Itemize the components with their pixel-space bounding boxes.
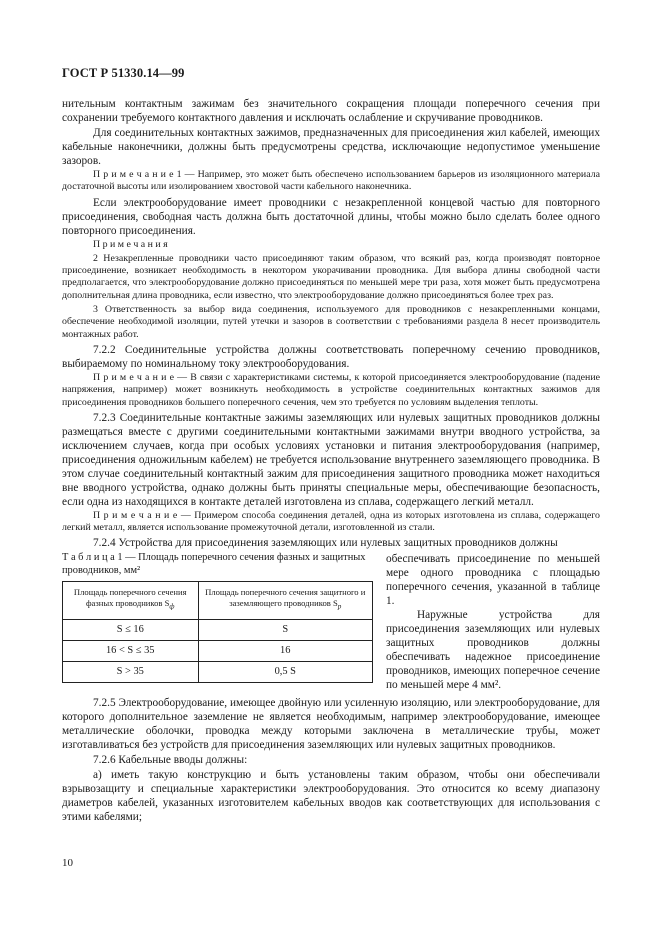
clause-7-2-5: 7.2.5 Электрооборудование, имеющее двойную или усиленную изоляцию, или электрооборудование, для которого дополнительное заземление не является необходимым, например электрооборудование, имеющее металлические оболочки, проводка между которыми заключена в металлические трубы, может изготавливаться без устройств для присоединения заземляющих или нулевых защитных проводников. <box>62 697 600 752</box>
paragraph: Для соединительных контактных зажимов, предназначенных для присоединения жил кабелей, имеющих кабельные наконечники, должны быть предусмотрены средства, исключающие недопустимое уменьшение зазоров. <box>62 127 600 167</box>
table-cell: S > 35 <box>63 662 199 683</box>
table-header-protective: Площадь поперечного сечения защитного и заземляющего проводников $S_p$ <box>198 582 373 620</box>
cross-section-table <box>62 581 373 683</box>
note-1 <box>62 169 600 194</box>
paragraph: Наружные устройства для присоединения заземляющих или нулевых защитных проводников должны обеспечивать надежное присоединение проводников, имеющих поперечное сечение по меньшей мере 4 мм². <box>386 609 600 692</box>
notes-heading: П р и м е ч а н и я <box>93 238 168 250</box>
table-header-row <box>63 582 373 620</box>
paragraph-continuation: нительным контактным зажимам без значительного сокращения площади поперечного сечения при сохранении требуемого контактного давления и исключать ослабление и скручивание проводников. <box>62 98 600 124</box>
paragraph: обеспечивать присоединение по меньшей мере одного проводника с площадью поперечного сечения, указанной в таблице 1. <box>386 553 600 608</box>
table-cell: 0,5 S <box>198 662 373 683</box>
note-2: 2 Незакрепленные проводники часто присоединяют таким образом, что всякий раз, когда производят повторное присоединение, возникает необходимость в некотором укорачивании проводника. Для выбора длины свободной части предполагается, что электрооборудование должно присоединяться по меньшей мере три раза, хотя может быть предусмотрена дополнительная длина проводника, если известно, что электрооборудование должно присоединяться более трех раз. <box>62 252 600 301</box>
clause-7-2-6: 7.2.6 Кабельные вводы должны: <box>93 754 248 767</box>
table-caption-label: Т а б л и ц а 1 <box>62 552 123 564</box>
side-text <box>386 552 600 692</box>
table-cell: 16 < S ≤ 35 <box>63 641 199 662</box>
note-text: — Например, это может быть обеспечено использованием барьеров из изоляционного материала достаточной высоты или изолированием хвостовой части кабельного наконечника. <box>62 169 600 193</box>
clause-7-2-4: 7.2.4 Устройства для присоединения заземляющих или нулевых защитных проводников должны <box>93 537 558 550</box>
table-row <box>63 662 373 683</box>
note-4 <box>62 372 600 409</box>
document-body <box>62 97 600 825</box>
paragraph: Если электрооборудование имеет проводники с незакрепленной концевой частью для повторного присоединения, свободная часть должна быть достаточной длины, чтобы можно было сделать более одного повторного присоединения. <box>62 196 600 237</box>
table-row <box>63 641 373 662</box>
table-block <box>62 552 377 692</box>
note-3: 3 Ответственность за выбор вида соединения, используемого для проводников с незакрепленными концами, обеспечение необходимой изоляции, путей утечки и зазоров в соответствии с требованиями раздела 8 несет производитель монтажных работ. <box>62 304 600 340</box>
clause-7-2-2: 7.2.2 Соединительные устройства должны соответствовать поперечному сечению проводников, выбираемому по номинальному току электрооборудования. <box>62 343 600 370</box>
table-cell: S ≤ 16 <box>63 620 199 641</box>
table-and-text <box>62 552 600 692</box>
page-number: 10 <box>62 857 73 869</box>
note-label: П р и м е ч а н и е 1 <box>93 169 182 180</box>
note-label: П р и м е ч а н и е <box>93 371 174 383</box>
note-text: — В связи с характеристиками системы, к которой присоединяется электрооборудование (падение напряжения, например) может возникнуть необходимость в устройстве соединительных контактных зажимов для присоединения проводников большего поперечного сечения, чем это требуется по условиям выделения теплоты. <box>62 371 600 408</box>
clause-7-2-3: 7.2.3 Соединительные контактные зажимы заземляющих или нулевых защитных проводников должны размещаться вместе с другими соединительными контактными зажимами внутри вводного устройства, за исключением случаев, когда при особых условиях установки и питания электрооборудования (например, присоединения одножильным кабелем) не требуется использование внутреннего заземляющего проводника. В этом случае соединительный контактный зажим для присоединения защитного проводника может находиться вне вводного устройства, однако должны быть приняты специальные меры, обеспечивающие безопасность, если одна из находящихся в контакте деталей изготовлена из сплава, содержащего легкий металл. <box>62 411 600 508</box>
note-text: — Примером способа соединения деталей, одна из которых изготовлена из сплава, содержащего легкий металл, является использование промежуточной детали, изготовленной из стали. <box>62 509 600 534</box>
table-cell: S <box>198 620 373 641</box>
document-header: ГОСТ Р 51330.14—99 <box>62 66 185 80</box>
note-5 <box>62 510 600 535</box>
table-caption-text: — Площадь поперечного сечения фазных и защитных проводников, мм² <box>62 552 366 576</box>
clause-7-2-6-a: а) иметь такую конструкцию и быть установлены таким образом, чтобы они обеспечивали взрывозащиту и специальные характеристики электрооборудования. Это относится ко всему диапазону диаметров кабелей, указанных изготовителем кабельных вводов как соответствующих для использования с этими кабелями; <box>62 769 600 824</box>
table-row <box>63 620 373 641</box>
note-label: П р и м е ч а н и е <box>93 509 178 521</box>
table-caption <box>62 552 377 577</box>
table-header-phase: Площадь поперечного сечения фазных проводников $S_ф$ <box>63 582 199 620</box>
table-cell: 16 <box>198 641 373 662</box>
